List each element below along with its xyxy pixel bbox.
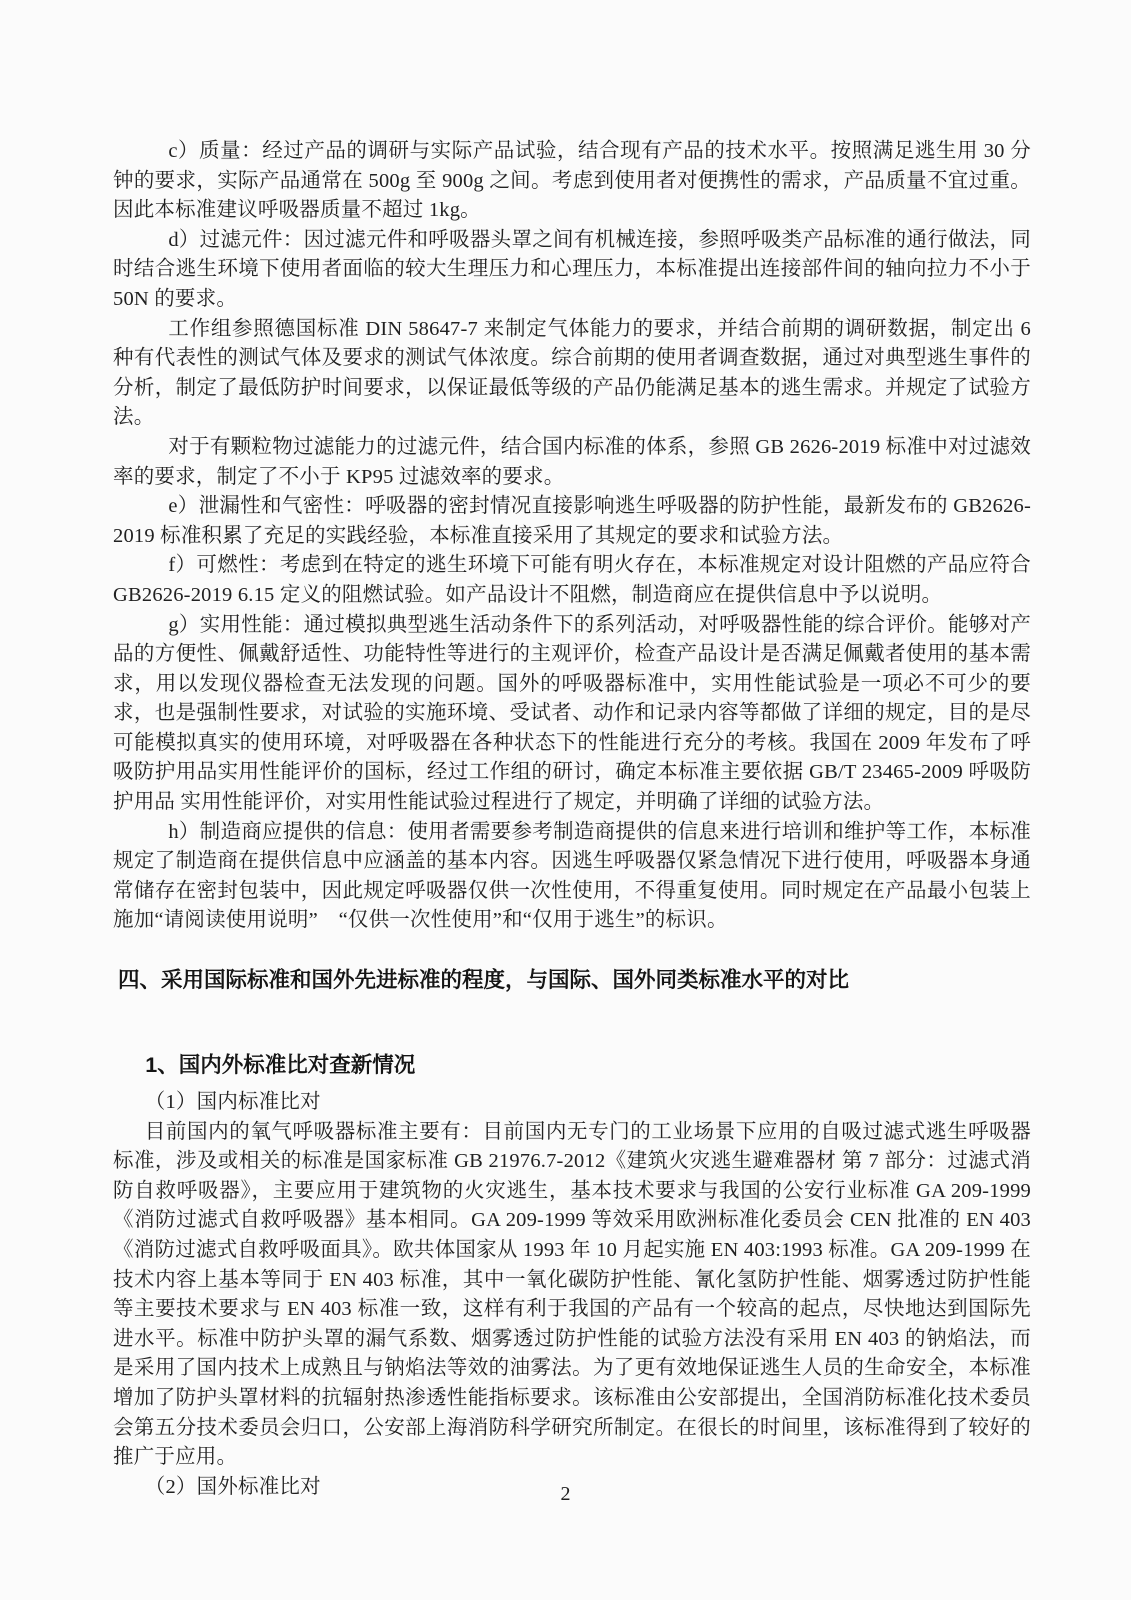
paragraph-workgroup: 工作组参照德国标准 DIN 58647-7 来制定气体能力的要求，并结合前期的调研数据，制定出 6 种有代表性的测试气体及要求的测试气体浓度。综合前期的使用者调查数据，通过对典型逃生事件的分析，制定了最低防护时间要求，以保证最低等级的产品仍能满足基本的逃生需求。并规定了试验方法。 xyxy=(113,317,1031,429)
page-content xyxy=(113,137,1031,1502)
section4-heading: 四、采用国际标准和国外先进标准的程度，与国际、国外同类标准水平的对比 xyxy=(118,968,850,993)
paragraph-item-d: d）过滤元件：因过滤元件和呼吸器头罩之间有机械连接，参照呼吸类产品标准的通行做法，同时结合逃生环境下使用者面临的较大生理压力和心理压力，本标准提出连接部件间的轴向拉力不小于 50N 的要求。 xyxy=(113,228,1031,310)
item1-label: （1）国内标准比对 xyxy=(144,1091,321,1114)
subsection1-heading: 1、国内外标准比对查新情况 xyxy=(145,1053,416,1078)
paragraph-item-h: h）制造商应提供的信息：使用者需要参考制造商提供的信息来进行培训和维护等工作，本标准规定了制造商在提供信息中应涵盖的基本内容。因逃生呼吸器仅紧急情况下进行使用，呼吸器本身通常储存在密封包装中，因此规定呼吸器仅供一次性使用，不得重复使用。同时规定在产品最小包装上施加“请阅读使用说明” “仅供一次性使用”和“仅用于逃生”的标识。 xyxy=(113,820,1031,932)
paragraph-item-g: g）实用性能：通过模拟典型逃生活动条件下的系列活动，对呼吸器性能的综合评价。能够对产品的方便性、佩戴舒适性、功能特性等进行的主观评价，检查产品设计是否满足佩戴者使用的基本需求，用以发现仪器检查无法发现的问题。国外的呼吸器标准中，实用性能试验是一项必不可少的要求，也是强制性要求，对试验的实施环境、受试者、动作和记录内容等都做了详细的规定，目的是尽可能模拟真实的使用环境，对呼吸器在各种状态下的性能进行充分的考核。我国在 2009 年发布了呼吸防护用品实用性能评价的国标，经过工作组的研讨，确定本标准主要依据 GB/T 23465-2009 呼吸防护用品 实用性能评价，对实用性能试验过程进行了规定，并明确了详细的试验方法。 xyxy=(113,613,1031,814)
page-number: 2 xyxy=(560,1483,571,1505)
paragraph-particle-filter: 对于有颗粒物过滤能力的过滤元件，结合国内标准的体系，参照 GB 2626-2019 标准中对过滤效率的要求，制定了不小于 KP95 过滤效率的要求。 xyxy=(113,435,1031,488)
paragraph-item-f: f）可燃性：考虑到在特定的逃生环境下可能有明火存在，本标准规定对设计阻燃的产品应符合 GB2626-2019 6.15 定义的阻燃试验。如产品设计不阻燃，制造商应在提供信息中予以说明。 xyxy=(113,554,1031,606)
item2-label: （2）国外标准比对 xyxy=(144,1475,321,1498)
paragraph-domestic-comparison: 目前国内的氧气呼吸器标准主要有：目前国内无专门的工业场景下应用的自吸过滤式逃生呼吸器标准，涉及或相关的标准是国家标准 GB 21976.7-2012《建筑火灾逃生避难器材 第 7 部分：过滤式消防自救呼吸器》，主要应用于建筑物的火灾逃生，基本技术要求与我国的公安行业标准 GA 209-1999《消防过滤式自救呼吸器》基本相同。GA 209-1999 等效采用欧洲标准化委员会 CEN 批准的 EN 403《消防过滤式自救呼吸面具》。欧共体国家从 1993 年 10 月起实施 EN 403:1993 标准。GA 209-1999 在技术内容上基本等同于 EN 403 标准，其中一氧化碳防护性能、氰化氢防护性能、烟雾透过防护性能等主要技术要求与 EN 403 标准一致，这样有利于我国的产品有一个较高的起点，尽快地达到国际先进水平。标准中防护头罩的漏气系数、烟雾透过防护性能的试验方法没有采用 EN 403 的钠焰法，而是采用了国内技术上成熟且与钠焰法等效的油雾法。为了更有效地保证逃生人员的生命安全，本标准增加了防护头罩材料的抗辐射热渗透性能指标要求。该标准由公安部提出，全国消防标准化技术委员会第五分技术委员会归口，公安部上海消防科学研究所制定。在很长的时间里，该标准得到了较好的推广于应用。 xyxy=(113,1120,1031,1469)
paragraph-item-c: c）质量：经过产品的调研与实际产品试验，结合现有产品的技术水平。按照满足逃生用 30 分钟的要求，实际产品通常在 500g 至 900g 之间。考虑到使用者对便携性的需求，产品质量不宜过重。因此本标准建议呼吸器质量不超过 1kg。 xyxy=(113,140,1031,222)
paragraph-item-e: e）泄漏性和气密性：呼吸器的密封情况直接影响逃生呼吸器的防护性能，最新发布的 GB2626-2019 标准积累了充足的实践经验，本标准直接采用了其规定的要求和试验方法。 xyxy=(113,495,1031,547)
